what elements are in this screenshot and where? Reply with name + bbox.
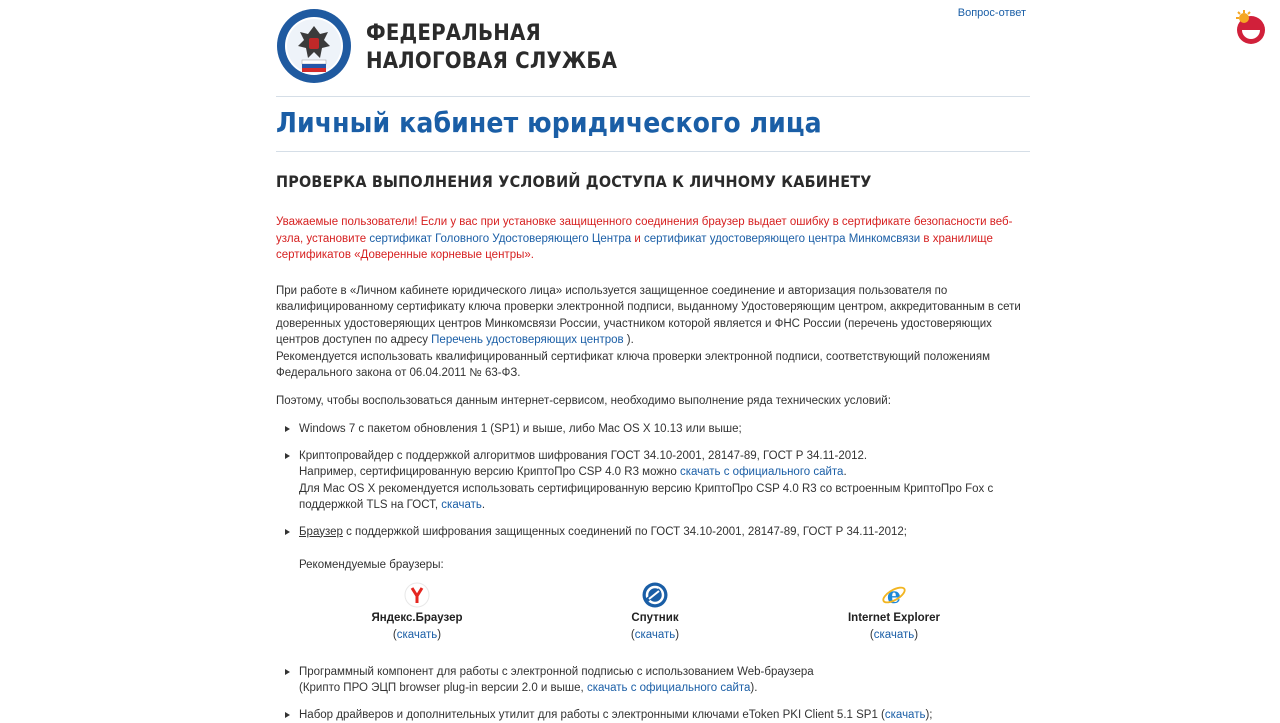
conditions-intro: Поэтому, чтобы воспользоваться данным интернет-сервисом, необходимо выполнение ряда технических условий: — [276, 393, 1028, 410]
site-header — [276, 0, 1030, 96]
mincomsvyaz-certificate-link[interactable]: сертификат удостоверяющего центра Минкомсвязи — [644, 233, 920, 245]
fns-emblem-icon[interactable] — [276, 8, 352, 84]
browser-item-sputnik — [585, 582, 725, 644]
paren: ( — [870, 629, 874, 641]
requirement-text: Набор драйверов и дополнительных утилит для работы с электронными ключами eToken PKI Client 5.1 SP1 ( — [299, 709, 885, 721]
page-container — [276, 0, 1030, 721]
intro-paragraph — [276, 283, 1028, 382]
paren: ( — [393, 629, 397, 641]
requirement-text: Программный компонент для работы с электронной подписью с использованием Web-браузера — [299, 666, 814, 678]
warning-text: и — [631, 233, 644, 245]
requirement-text: . — [843, 466, 846, 478]
browser-download — [585, 627, 725, 644]
cryptopro-mac-download-link[interactable]: скачать — [441, 499, 482, 511]
sputnik-download-link[interactable]: скачать — [635, 629, 676, 641]
svg-text:e: e — [887, 583, 901, 608]
head-ca-certificate-link[interactable]: сертификат Головного Удостоверяющего Центра — [369, 233, 631, 245]
requirement-text: . — [482, 499, 485, 511]
requirement-os — [276, 421, 1030, 438]
sputnik-browser-icon — [642, 582, 668, 608]
requirement-text: Криптопровайдер с поддержкой алгоритмов шифрования ГОСТ 34.10-2001, 28147-89, ГОСТ Р 34.11-2012. — [299, 450, 867, 462]
org-name-line1: ФЕДЕРАЛЬНАЯ — [366, 20, 617, 48]
browser-name: Internet Explorer — [824, 610, 964, 627]
requirement-text: (Крипто ПРО ЭЦП browser plug-in версии 2.0 и выше, — [299, 682, 587, 694]
paren: ( — [631, 629, 635, 641]
yandex-download-link[interactable]: скачать — [397, 629, 438, 641]
page-title: Личный кабинет юридического лица — [276, 97, 1030, 151]
requirement-text: с поддержкой шифрования защищенных соединений по ГОСТ 34.10-2001, 28147-89, ГОСТ Р 34.11-2012; — [343, 526, 907, 538]
browser-name: Спутник — [585, 610, 725, 627]
requirement-browser — [276, 524, 1030, 654]
recommended-browsers — [299, 582, 1030, 654]
requirement-text: ); — [925, 709, 932, 721]
faq-link[interactable]: Вопрос-ответ — [958, 7, 1026, 19]
browser-link[interactable]: Браузер — [299, 526, 343, 538]
divider — [276, 151, 1030, 152]
requirement-browser-plugin — [276, 664, 1030, 697]
plugin-download-link[interactable]: скачать с официального сайта — [587, 682, 750, 694]
yandex-browser-icon — [404, 582, 430, 608]
requirement-crypto-provider — [276, 448, 1030, 514]
internet-explorer-icon — [881, 582, 907, 608]
paren: ) — [437, 629, 441, 641]
warning-text: в хранилище сертификатов «Доверенные корневые центры». — [276, 233, 993, 262]
browser-download — [824, 627, 964, 644]
ca-list-link[interactable]: Перечень удостоверяющих центров — [431, 334, 623, 346]
browser-item-ie — [824, 582, 964, 644]
browser-item-yandex — [347, 582, 487, 644]
intro-text: ). — [624, 334, 634, 346]
etoken-download-link[interactable]: скачать — [885, 709, 926, 721]
paren: ) — [914, 629, 918, 641]
channel-logo-icon — [1232, 8, 1268, 46]
browser-download — [347, 627, 487, 644]
ie-download-link[interactable]: скачать — [874, 629, 915, 641]
requirement-text: Например, сертифицированную версию КриптоПро CSP 4.0 R3 можно — [299, 466, 680, 478]
browser-name: Яндекс.Браузер — [347, 610, 487, 627]
warning-text: Уважаемые пользователи! Если у вас при установке защищенного соединения браузер выдает ошибку в сертификате безопасности веб-узла, установите — [276, 216, 1012, 245]
requirement-text: Windows 7 с пакетом обновления 1 (SP1) и выше, либо Mac OS X 10.13 или выше; — [299, 423, 742, 435]
org-name-line2: НАЛОГОВАЯ СЛУЖБА — [366, 48, 617, 76]
requirement-text: ). — [750, 682, 757, 694]
certificate-warning — [276, 214, 1026, 264]
intro-text: При работе в «Личном кабинете юридического лица» используется защищенное соединение и авторизация пользователя по квалифицированному сертификату ключа проверки электронной подписи, выданному Удостоверяющим центром, аккредитованным в сети доверенных удостоверяющих центров Минкомсвязи России, участником которой является и ФНС России (перечень удостоверяющих центров доступен по адресу — [276, 285, 1021, 347]
cryptopro-download-link[interactable]: скачать с официального сайта — [680, 466, 843, 478]
paren: ) — [675, 629, 679, 641]
requirements-list — [276, 421, 1030, 723]
intro-text: Рекомендуется использовать квалифицированный сертификат ключа проверки электронной подписи, соответствующий положениям Федерального закона от 06.04.2011 № 63-ФЗ. — [276, 351, 990, 380]
section-title: ПРОВЕРКА ВЫПОЛНЕНИЯ УСЛОВИЙ ДОСТУПА К ЛИЧНОМУ КАБИНЕТУ — [276, 172, 1030, 191]
recommended-browsers-title: Рекомендуемые браузеры: — [299, 557, 1030, 574]
requirement-text: Для Mac OS X рекомендуется использовать сертифицированную версию КриптоПро CSP 4.0 R3 со встроенным КриптоПро Fox с поддержкой TLS на ГОСТ, — [299, 483, 993, 512]
org-name — [366, 20, 617, 76]
